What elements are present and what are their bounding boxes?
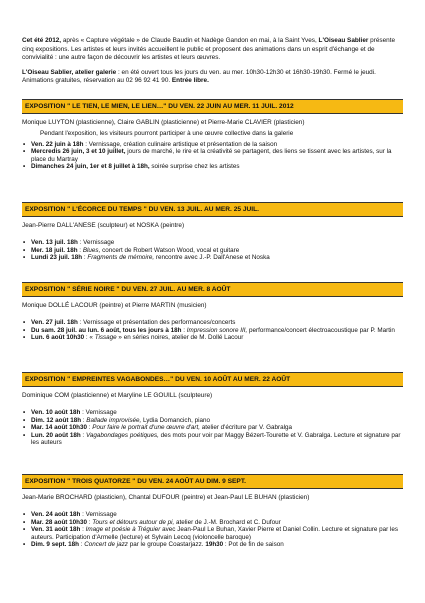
event-text: : Vernissage [77, 239, 115, 246]
event-text: atelier d'écriture par V. Gabralga [200, 424, 292, 432]
exhibition-section [22, 372, 403, 447]
exhibition-title: EXPOSITION " SÉRIE NOIRE " DU VEN. 27 JUIL. AU MER. 8 AOÛT [22, 282, 403, 297]
event-text: : [87, 424, 93, 432]
event-text: : [77, 246, 83, 254]
event-text: : Vernissage [80, 511, 117, 518]
exhibition-artists: Jean-Marie BROCHARD (plasticien), Chantal DUFOUR (peintre) et Jean-Paul LE BUHAN (plasticien) [22, 494, 310, 501]
event-title: Fragments de mémoire, [87, 254, 155, 262]
opening-hours: : en été ouvert tous les jours du ven. au mer. 10h30-12h30 et 16h30-19h30. Fermé le jeudi. Animations gratuites, réservation au 02 96 92 41 90. [22, 68, 376, 84]
event-time: 19h30 [205, 541, 224, 549]
intro-paragraph [22, 37, 403, 63]
event-title: Blues, [82, 246, 101, 254]
event-item [22, 334, 403, 342]
exhibition-title: EXPOSITION " LE TIEN, LE MIEN, LE LIEN…" DU VEN. 22 JUIN AU MER. 11 JUIL. 2012 [22, 99, 403, 114]
opening-hours-paragraph [22, 69, 403, 86]
exhibition-section [22, 99, 403, 171]
event-text: rencontre avec J.-P. Dall'Anese et Noska [154, 254, 270, 262]
event-list [22, 409, 403, 447]
event-item [22, 141, 403, 149]
event-item [22, 247, 403, 255]
intro-text: présente cinq expositions. Les artistes et leurs invités accueillent le public et proposent des animations dans un esprit d'échange et de convivialité : une autre façon de découvrir les artistes et leurs œuvres. [22, 37, 396, 61]
event-date: Mar. 14 août 10h30 [31, 424, 87, 432]
event-item [22, 239, 403, 247]
event-title: Vagabondages poétiques, [85, 431, 159, 439]
event-text: : [78, 541, 85, 549]
event-date: Ven. 22 juin à 18h [31, 140, 84, 148]
event-text: : Vernissage, création culinaire artistique et présentation de la saison [83, 140, 278, 148]
event-item [22, 424, 403, 432]
event-title: Pour faire le portrait d'une œuvre d'art, [92, 424, 201, 432]
exhibition-section [22, 282, 403, 342]
free-entry: Entrée libre. [171, 77, 209, 84]
event-title: Impression sonore III, [186, 326, 248, 334]
event-date: Dim. 12 août 18h [31, 416, 82, 424]
event-title: Tissage [94, 334, 117, 342]
event-date: Lundi 23 juil. 18h [31, 254, 83, 262]
event-date: Dim. 9 sept. 18h [31, 541, 79, 549]
event-title: Image et poésie à Tréguier [85, 526, 161, 534]
event-text: concert de Robert Watson Wood, vocal et guitare [100, 246, 240, 254]
event-text: avec Jean-Paul Le Buhan, Xavier Pierre et Daniel Collin. Lecture et signature par les auteurs. Participation d'Armelle (lecture) et Sylvain Lecoq (violoncelle baroque) [31, 526, 399, 541]
event-date: Ven. 10 août 18h [31, 409, 81, 416]
exhibition-title: EXPOSITION " L'ÉCORCE DU TEMPS " DU VEN. 13 JUIL. AU MER. 25 JUIL. [22, 202, 403, 217]
gallery-name: L'Oiseau Sablier [318, 37, 369, 44]
event-title: Tours et détours autour de pi, [92, 518, 175, 526]
event-text: : [81, 416, 87, 424]
event-item [22, 432, 403, 447]
event-text: : « [84, 334, 95, 342]
event-date: Ven. 27 juil. 18h [31, 319, 78, 326]
exhibition-section [22, 202, 403, 262]
event-title: Ballade improvisée, [86, 416, 142, 424]
event-date: Lun. 6 août 10h30 [31, 334, 85, 342]
event-list [22, 239, 403, 262]
exhibition-title: EXPOSITION " TROIS QUATORZE " DU VEN. 24 AOÛT AU DIM. 9 SEPT. [22, 474, 403, 489]
event-text: par le groupe Coastarjazz. [127, 541, 206, 549]
exhibition-title: EXPOSITION " EMPREINTES VAGABONDES…" DU VEN. 10 AOÛT AU MER. 22 AOÛT [22, 372, 403, 387]
event-text: : [181, 326, 187, 334]
intro-text: après « Capture végétale » de Claude Baudin et Nadège Gandon en mai, à la Saint Yves, [61, 37, 319, 44]
event-date: Du sam. 28 juil. au lun. 6 août, tous les jours à 18h [31, 326, 182, 334]
event-title: Concert de jazz [84, 541, 128, 549]
event-text: des mots pour voir par Maggy Bézert-Tourette et V. Gabralga. Lecture et signature par les auteurs [31, 431, 401, 447]
event-date: Ven. 13 juil. 18h [31, 239, 78, 246]
event-date: Dimanches 24 juin, 1er et 8 juillet à 18h, [31, 163, 150, 171]
event-text: Lydia Domancich, piano [141, 416, 210, 424]
exhibition-artists: Monique LUYTON (plasticienne), Claire GABLIN (plasticienne) et Pierre-Marie CLAVIER (plasticien) [22, 119, 305, 126]
event-text: soirée surprise chez les artistes [149, 163, 240, 171]
event-text: : [82, 254, 88, 262]
event-date: Ven. 31 août 18h [31, 526, 81, 534]
exhibition-artists: Jean-Pierre DALL'ANESE (sculpteur) et NOSKA (peintre) [22, 222, 185, 229]
event-date: Mercredis 26 juin, 3 et 10 juillet, [31, 148, 126, 156]
event-list [22, 319, 403, 342]
event-item [22, 319, 403, 327]
event-list [22, 141, 403, 171]
event-item [22, 254, 403, 262]
event-item [22, 519, 403, 527]
intro-lead: Cet été 2012, [22, 37, 62, 44]
event-date: Ven. 24 août 18h [31, 511, 81, 518]
event-text: jours de marché, le rire et la créativité se partagent, des liens se tissent avec les artistes, sur la place du Martray [31, 148, 392, 163]
exhibition-note: Pendant l'exposition, les visiteurs pourront participer à une œuvre collective dans la galerie [40, 130, 294, 137]
event-date: Lun. 20 août 18h [31, 431, 81, 439]
event-text: : Pot de fin de saison [223, 541, 284, 549]
event-text: : [80, 431, 86, 439]
exhibition-artists: Monique DOLLÉ LACOUR (peintre) et Pierre MARTIN (musicien) [22, 302, 207, 309]
event-text: : [87, 518, 93, 526]
event-item [22, 541, 403, 549]
event-date: Mer. 18 juil. 18h [31, 246, 78, 254]
event-item [22, 511, 403, 519]
event-date: Mar. 28 août 10h30 [31, 518, 87, 526]
exhibition-artists: Dominique COM (plasticienne) et Maryline LE GOUILL (sculpteure) [22, 392, 213, 399]
event-item [22, 526, 403, 541]
event-list [22, 511, 403, 549]
event-text: performance/concert électroacoustique par P. Martin [247, 326, 395, 334]
event-item [22, 148, 403, 163]
gallery-label: L'Oiseau Sablier, atelier galerie [22, 68, 117, 76]
event-text: : [80, 526, 86, 534]
event-item [22, 417, 403, 425]
intro [22, 37, 403, 86]
event-text: : Vernissage et présentation des performances/concerts [77, 319, 236, 326]
event-item [22, 163, 403, 171]
event-text: » en séries noires, atelier de M. Dollé Lacour [116, 334, 244, 342]
exhibition-section [22, 474, 403, 549]
event-text: : Vernissage [80, 409, 117, 416]
event-item [22, 409, 403, 417]
event-item [22, 327, 403, 335]
event-text: atelier de J.-M. Brochard et C. Dufour [174, 518, 281, 526]
